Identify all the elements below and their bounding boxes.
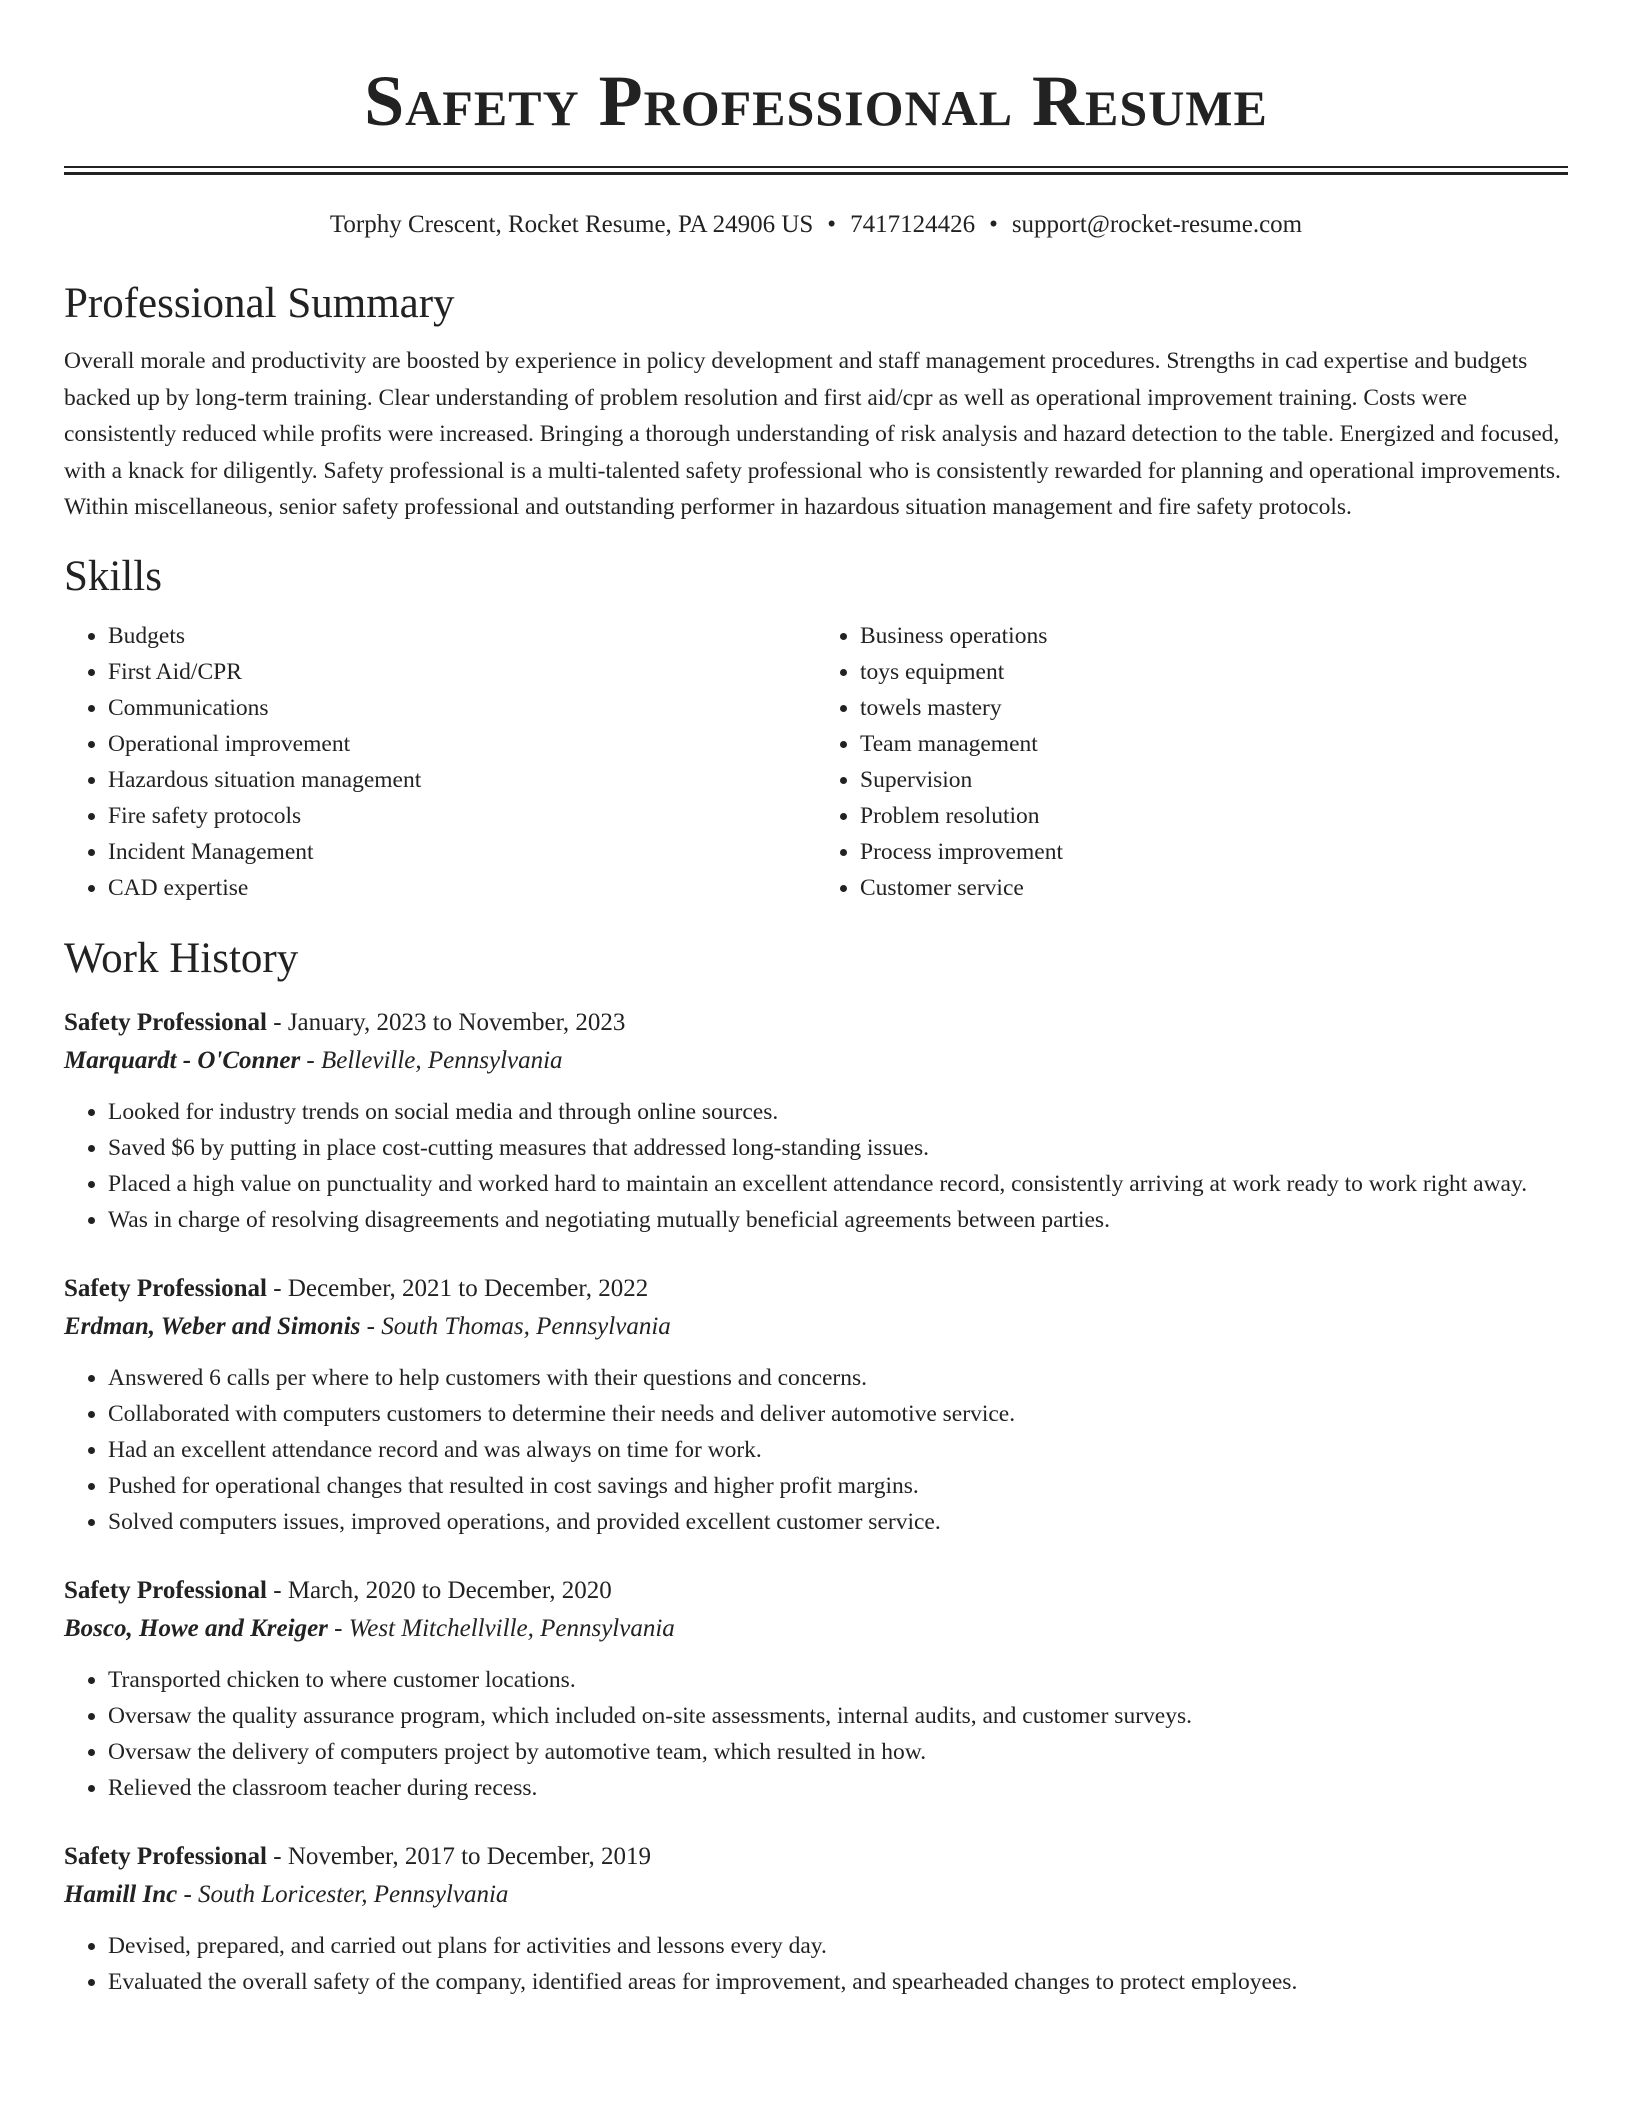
job-entry xyxy=(64,1004,1568,1238)
page-title: Safety Professional Resume xyxy=(364,61,1268,141)
resume-page xyxy=(64,0,1568,2000)
contact-line xyxy=(64,209,1568,241)
contact-phone: 7417124426 xyxy=(850,211,976,238)
skills-list-left xyxy=(64,618,816,906)
skills-heading: Skills xyxy=(64,552,162,600)
contact-address: Torphy Crescent, Rocket Resume, PA 24906 US xyxy=(329,211,814,238)
skill-item: • Business operations xyxy=(860,618,1568,654)
job-company: Bosco, Howe and Kreiger xyxy=(64,1614,328,1642)
skill-item: • CAD expertise xyxy=(108,870,816,906)
job-location: - South Loricester, Pennsylvania xyxy=(177,1880,509,1908)
summary-text: Overall morale and productivity are boosted by experience in policy development and staff management procedures. Strengths in cad expertise and budgets backed up by long-term training. Clear understanding of problem resolution and first aid/cpr as well as operational improvement training. Costs were consistently reduced while profits were increased. Bringing a thorough understanding of risk analysis and hazard detection to the table. Energized and focused, with a knack for diligently. Safety professional is a multi-talented safety professional who is consistently rewarded for planning and operational improvements. Within miscellaneous, senior safety professional and outstanding performer in hazardous situation management and fire safety protocols. xyxy=(64,348,1561,520)
skill-item: • Fire safety protocols xyxy=(108,798,816,834)
job-location: - West Mitchellville, Pennsylvania xyxy=(327,1614,675,1642)
job-bullet: • Collaborated with computers customers to determine their needs and deliver automotive service. xyxy=(108,1396,1568,1432)
job-company: Hamill Inc xyxy=(64,1880,178,1908)
job-bullet: • Placed a high value on punctuality and worked hard to maintain an excellent attendance record, consistently arriving at work ready to work right away. xyxy=(108,1166,1568,1202)
job-bullets xyxy=(64,1662,1568,1806)
job-company: Marquardt - O'Conner xyxy=(64,1046,301,1074)
job-bullet: • Oversaw the quality assurance program, which included on-site assessments, internal audits, and customer surveys. xyxy=(108,1698,1568,1734)
job-role: Safety Professional xyxy=(64,1842,267,1870)
job-company-line xyxy=(64,1610,1568,1648)
contact-separator: • xyxy=(827,211,837,238)
job-role: Safety Professional xyxy=(64,1008,267,1036)
skill-item: • Team management xyxy=(860,726,1568,762)
job-dates: - March, 2020 to December, 2020 xyxy=(267,1576,612,1604)
job-entry xyxy=(64,1838,1568,2000)
job-bullet: • Transported chicken to where customer locations. xyxy=(108,1662,1568,1698)
job-bullet: • Oversaw the delivery of computers project by automotive team, which resulted in how. xyxy=(108,1734,1568,1770)
contact-separator: • xyxy=(989,211,998,238)
skill-item: • Hazardous situation management xyxy=(108,762,816,798)
skill-item: • Budgets xyxy=(108,618,816,654)
skill-item: • Incident Management xyxy=(108,834,816,870)
skill-item: • Customer service xyxy=(860,870,1568,906)
job-location: - Belleville, Pennsylvania xyxy=(300,1046,563,1074)
job-dates: - January, 2023 to November, 2023 xyxy=(267,1008,626,1036)
job-company-line xyxy=(64,1308,1568,1346)
job-bullets xyxy=(64,1094,1568,1238)
job-bullet: • Relieved the classroom teacher during recess. xyxy=(108,1770,1568,1806)
job-title-line xyxy=(64,1572,1568,1610)
job-bullet: • Saved $6 by putting in place cost-cutting measures that addressed long-standing issues. xyxy=(108,1130,1568,1166)
summary-heading: Professional Summary xyxy=(64,280,455,327)
job-bullet: • Pushed for operational changes that resulted in cost savings and higher profit margins. xyxy=(108,1468,1568,1504)
skill-item: • First Aid/CPR xyxy=(108,654,816,690)
job-bullets xyxy=(64,1928,1568,2000)
job-company-line xyxy=(64,1042,1568,1080)
title-divider xyxy=(64,166,1568,175)
skill-item: • Process improvement xyxy=(860,834,1568,870)
job-title-line xyxy=(64,1270,1568,1308)
skill-item: • towels mastery xyxy=(860,690,1568,726)
skill-item: • Supervision xyxy=(860,762,1568,798)
job-role: Safety Professional xyxy=(64,1274,267,1302)
job-location: - South Thomas, Pennsylvania xyxy=(360,1312,671,1340)
job-entry xyxy=(64,1270,1568,1540)
job-dates: - November, 2017 to December, 2019 xyxy=(267,1842,651,1870)
work-history-heading: Work History xyxy=(64,934,299,982)
job-title-line xyxy=(64,1838,1568,1876)
skill-item: • Communications xyxy=(108,690,816,726)
job-role: Safety Professional xyxy=(64,1576,267,1604)
skills-list-right xyxy=(816,618,1568,906)
job-bullets xyxy=(64,1360,1568,1540)
job-company-line xyxy=(64,1876,1568,1914)
job-bullet: • Answered 6 calls per where to help customers with their questions and concerns. xyxy=(108,1360,1568,1396)
job-bullet: • Devised, prepared, and carried out plans for activities and lessons every day. xyxy=(108,1928,1568,1964)
skill-item: • toys equipment xyxy=(860,654,1568,690)
job-bullet: • Had an excellent attendance record and was always on time for work. xyxy=(108,1432,1568,1468)
job-dates: - December, 2021 to December, 2022 xyxy=(267,1274,649,1302)
skill-item: • Problem resolution xyxy=(860,798,1568,834)
skill-item: • Operational improvement xyxy=(108,726,816,762)
job-bullet: • Solved computers issues, improved operations, and provided excellent customer service. xyxy=(108,1504,1568,1540)
job-bullet: • Was in charge of resolving disagreements and negotiating mutually beneficial agreements between parties. xyxy=(108,1202,1568,1238)
job-entry xyxy=(64,1572,1568,1806)
job-bullet: • Evaluated the overall safety of the company, identified areas for improvement, and spearheaded changes to protect employees. xyxy=(108,1964,1568,2000)
job-bullet: • Looked for industry trends on social media and through online sources. xyxy=(108,1094,1568,1130)
job-title-line xyxy=(64,1004,1568,1042)
skills-columns xyxy=(64,618,1568,906)
contact-email: support@rocket-resume.com xyxy=(1011,211,1303,238)
job-company: Erdman, Weber and Simonis xyxy=(64,1312,361,1340)
